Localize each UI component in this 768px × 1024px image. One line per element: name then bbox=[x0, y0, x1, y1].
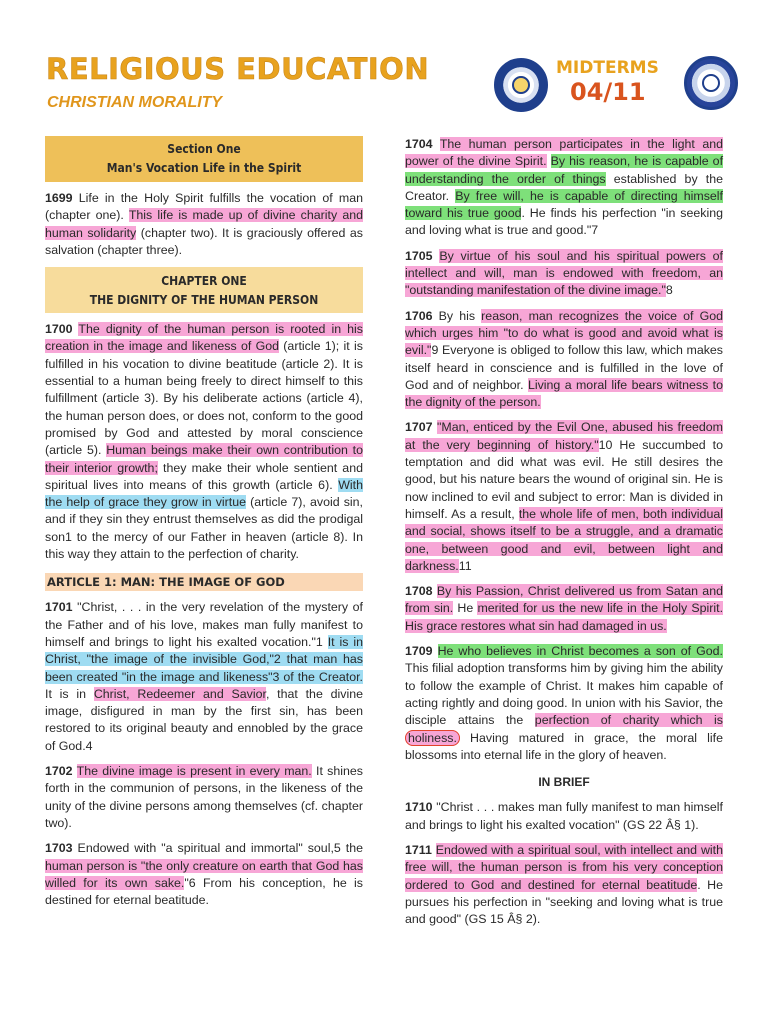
paragraph-text: established by the Creator. bbox=[405, 171, 723, 203]
highlight-blue: With the help of grace they grow in virtue bbox=[45, 477, 363, 510]
circled-word: holiness. bbox=[405, 730, 460, 746]
paragraph-1704 bbox=[405, 136, 723, 240]
paragraph-1709 bbox=[405, 643, 723, 764]
paragraph-1702 bbox=[45, 763, 363, 832]
paragraph-text: Having matured in grace, the moral life blossoms into eternal life in the glory of heaven. bbox=[405, 730, 723, 762]
highlight-green: He who believes in Christ becomes a son of God. bbox=[437, 644, 723, 659]
chapter-heading-line2: THE DIGNITY OF THE HUMAN PERSON bbox=[89, 293, 319, 308]
paragraph-number: 1707 bbox=[405, 420, 433, 435]
highlight-pink: reason, man recognizes the voice of God which urges him "to do what is good and avoid what is evil." bbox=[405, 308, 723, 358]
highlight-pink: By virtue of his soul and his spiritual powers of intellect and will, man is endowed with freedom, an "outstanding manifestation of the divine image." bbox=[405, 248, 723, 298]
paragraph-text: It is in bbox=[45, 686, 94, 701]
paragraph-1708 bbox=[405, 583, 723, 635]
highlight-pink: human person is "the only creature on earth that God has willed for its own sake. bbox=[45, 858, 363, 890]
paragraph-number: 1699 bbox=[45, 191, 73, 205]
college-seal-icon bbox=[684, 56, 738, 110]
paragraph-1701 bbox=[45, 599, 363, 755]
paragraph-text: 10 He succumbed to temptation and did what was evil. He still desires the good, but his nature bears the wound of original sin. He is now inclined to evil and subject to error: Man is divided in himself. As a result, bbox=[405, 437, 723, 521]
paragraph-number: 1702 bbox=[45, 764, 73, 779]
page-header bbox=[0, 0, 768, 120]
paragraph-text: they make their whole sentient and spiritual lives into means of this growth (article 6). bbox=[45, 460, 363, 492]
paragraph-number: 1703 bbox=[45, 841, 73, 856]
department-seal-icon bbox=[494, 58, 548, 112]
paragraph-1710 bbox=[405, 799, 723, 834]
midterms-label: MIDTERMS bbox=[556, 58, 659, 78]
highlight-pink: The human person participates in the light and power of the divine Spirit. bbox=[405, 137, 723, 169]
paragraph-text: . He pursues his perfection in "seeking and loving what is true and good" (GS 15 Â§ 2). bbox=[405, 877, 723, 927]
chapter-heading-box bbox=[45, 267, 363, 313]
paragraph-text: "Christ, . . . in the very revelation of the mystery of the Father and of his love, makes man fully manifest to himself and brings to light his exalted vocation."1 bbox=[45, 600, 363, 649]
paragraph-text: It shines forth in the communion of persons, in the likeness of the unity of the divine persons among themselves (cf. chapter two). bbox=[45, 764, 363, 830]
paragraph-number: 1706 bbox=[405, 308, 433, 323]
paragraph-text: This filial adoption transforms him by giving him the ability to follow the example of Christ. It makes him capable of acting rightly and doing good. In union with his Savior, the disciple attains the bbox=[405, 661, 723, 728]
highlight-pink: "Man, enticed by the Evil One, abused his freedom at the very beginning of history." bbox=[405, 420, 723, 452]
paragraph-text: "6 From his conception, he is destined for eternal beatitude. bbox=[45, 875, 363, 908]
paragraph-text: Endowed with "a spiritual and immortal" soul,5 the bbox=[72, 841, 363, 856]
left-column bbox=[45, 136, 363, 909]
paragraph-1705 bbox=[405, 248, 723, 300]
highlight-pink: His grace restores what sin had damaged in us. bbox=[405, 618, 667, 633]
paragraph-number: 1710 bbox=[405, 800, 433, 815]
highlight-green: By his reason, he is capable of understanding the order of things bbox=[405, 154, 724, 186]
article-heading: ARTICLE 1: MAN: THE IMAGE OF GOD bbox=[45, 573, 363, 591]
paragraph-text: (chapter two). It is graciously offered as salvation (chapter three). bbox=[45, 225, 363, 257]
section-heading-line1: Section One bbox=[167, 142, 241, 156]
paragraph-text: Life in the Holy Spirit fulfills the vocation of man (chapter one). bbox=[45, 191, 363, 223]
midterms-date: 04/11 bbox=[570, 78, 646, 106]
paragraph-text: 9 Everyone is obliged to follow this law, which makes itself heard in conscience and is fulfilled in the love of God and of neighbor. bbox=[405, 343, 723, 392]
paragraph-text: By his bbox=[432, 308, 482, 323]
paragraph-text: . He finds his perfection "in seeking and loving what is true and good."7 bbox=[405, 206, 723, 238]
paragraph-number: 1708 bbox=[405, 584, 433, 599]
highlight-pink: Human beings make their own contribution to their interior growth; bbox=[45, 443, 363, 475]
paragraph-text: (article 1); it is fulfilled in his vocation to divine beatitude (article 2). It is essential to a human being freely to direct himself to this fulfillment (article 3). By his deliberate actions (article 4), the human person does, or does not, conform to the good promised by God and attested by moral conscience (article 5). bbox=[45, 339, 363, 458]
paragraph-1700 bbox=[45, 321, 363, 563]
section-heading-box bbox=[45, 136, 363, 182]
paragraph-number: 1709 bbox=[405, 644, 433, 659]
highlight-pink: This life is made up of divine charity and human solidarity bbox=[45, 208, 364, 240]
paragraph-1707 bbox=[405, 419, 723, 575]
highlight-pink: merited for us the new life in the Holy Spirit. bbox=[477, 601, 724, 616]
highlight-pink: Christ, Redeemer and Savior bbox=[93, 686, 266, 701]
paragraph-1699 bbox=[45, 190, 363, 259]
paragraph-1706 bbox=[405, 308, 723, 412]
highlight-pink: Endowed with a spiritual soul, with intellect and with free will, the human person is from his very conception ordered to God and destined for eternal beatitude bbox=[405, 842, 723, 892]
highlight-pink: perfection of charity which is bbox=[534, 713, 723, 728]
paragraph-1711 bbox=[405, 842, 723, 928]
paragraph-text: , that the divine image, disfigured in man by the first sin, has been restored to its original beauty and ennobled by the grace of God.4 bbox=[45, 686, 363, 753]
highlight-blue: It is in Christ, "the image of the invisible God,"2 that man has been created "in the image and likeness"3 of the Creator. bbox=[45, 634, 363, 684]
page-subtitle: CHRISTIAN MORALITY bbox=[47, 94, 223, 111]
highlight-green: By free will, he is capable of directing himself toward his true good bbox=[405, 188, 723, 221]
paragraph-number: 1701 bbox=[45, 600, 73, 615]
in-brief-heading: IN BRIEF bbox=[538, 775, 590, 790]
paragraph-number: 1704 bbox=[405, 137, 433, 151]
highlight-pink: the whole life of men, both individual and social, shows itself to be a struggle, and a dramatic one, between good and evil, between light and darkness. bbox=[405, 506, 723, 573]
highlight-pink: The divine image is present in every man. bbox=[76, 764, 312, 779]
page-title: RELIGIOUS EDUCATION bbox=[46, 52, 430, 86]
highlight-pink: The dignity of the human person is rooted in his creation in the image and likeness of God bbox=[45, 322, 364, 354]
paragraph-text: "Christ . . . makes man fully manifest to man himself and brings to light his exalted vocation" (GS 22 Â§ 1). bbox=[405, 800, 723, 832]
highlight-pink: Living a moral life bears witness to the dignity of the person. bbox=[405, 377, 723, 410]
section-heading-line2: Man's Vocation Life in the Spirit bbox=[106, 161, 302, 175]
paragraph-text: He bbox=[453, 601, 478, 616]
paragraph-number: 1705 bbox=[405, 248, 433, 263]
paragraph-text: (article 7), avoid sin, and if they sin they entrust themselves as did the prodigal son1 to the mercy of our Father in heaven (article 8). In this way they attain to the perfection of charity. bbox=[45, 495, 363, 562]
highlight-pink: By his Passion, Christ delivered us from Satan and from sin. bbox=[405, 584, 723, 616]
right-column bbox=[405, 136, 723, 928]
paragraph-1703 bbox=[45, 840, 363, 909]
chapter-heading-line1: CHAPTER ONE bbox=[161, 274, 247, 289]
paragraph-text: 8 bbox=[665, 283, 673, 298]
paragraph-text: 11 bbox=[458, 558, 472, 573]
paragraph-number: 1700 bbox=[45, 322, 73, 337]
paragraph-number: 1711 bbox=[405, 842, 432, 857]
